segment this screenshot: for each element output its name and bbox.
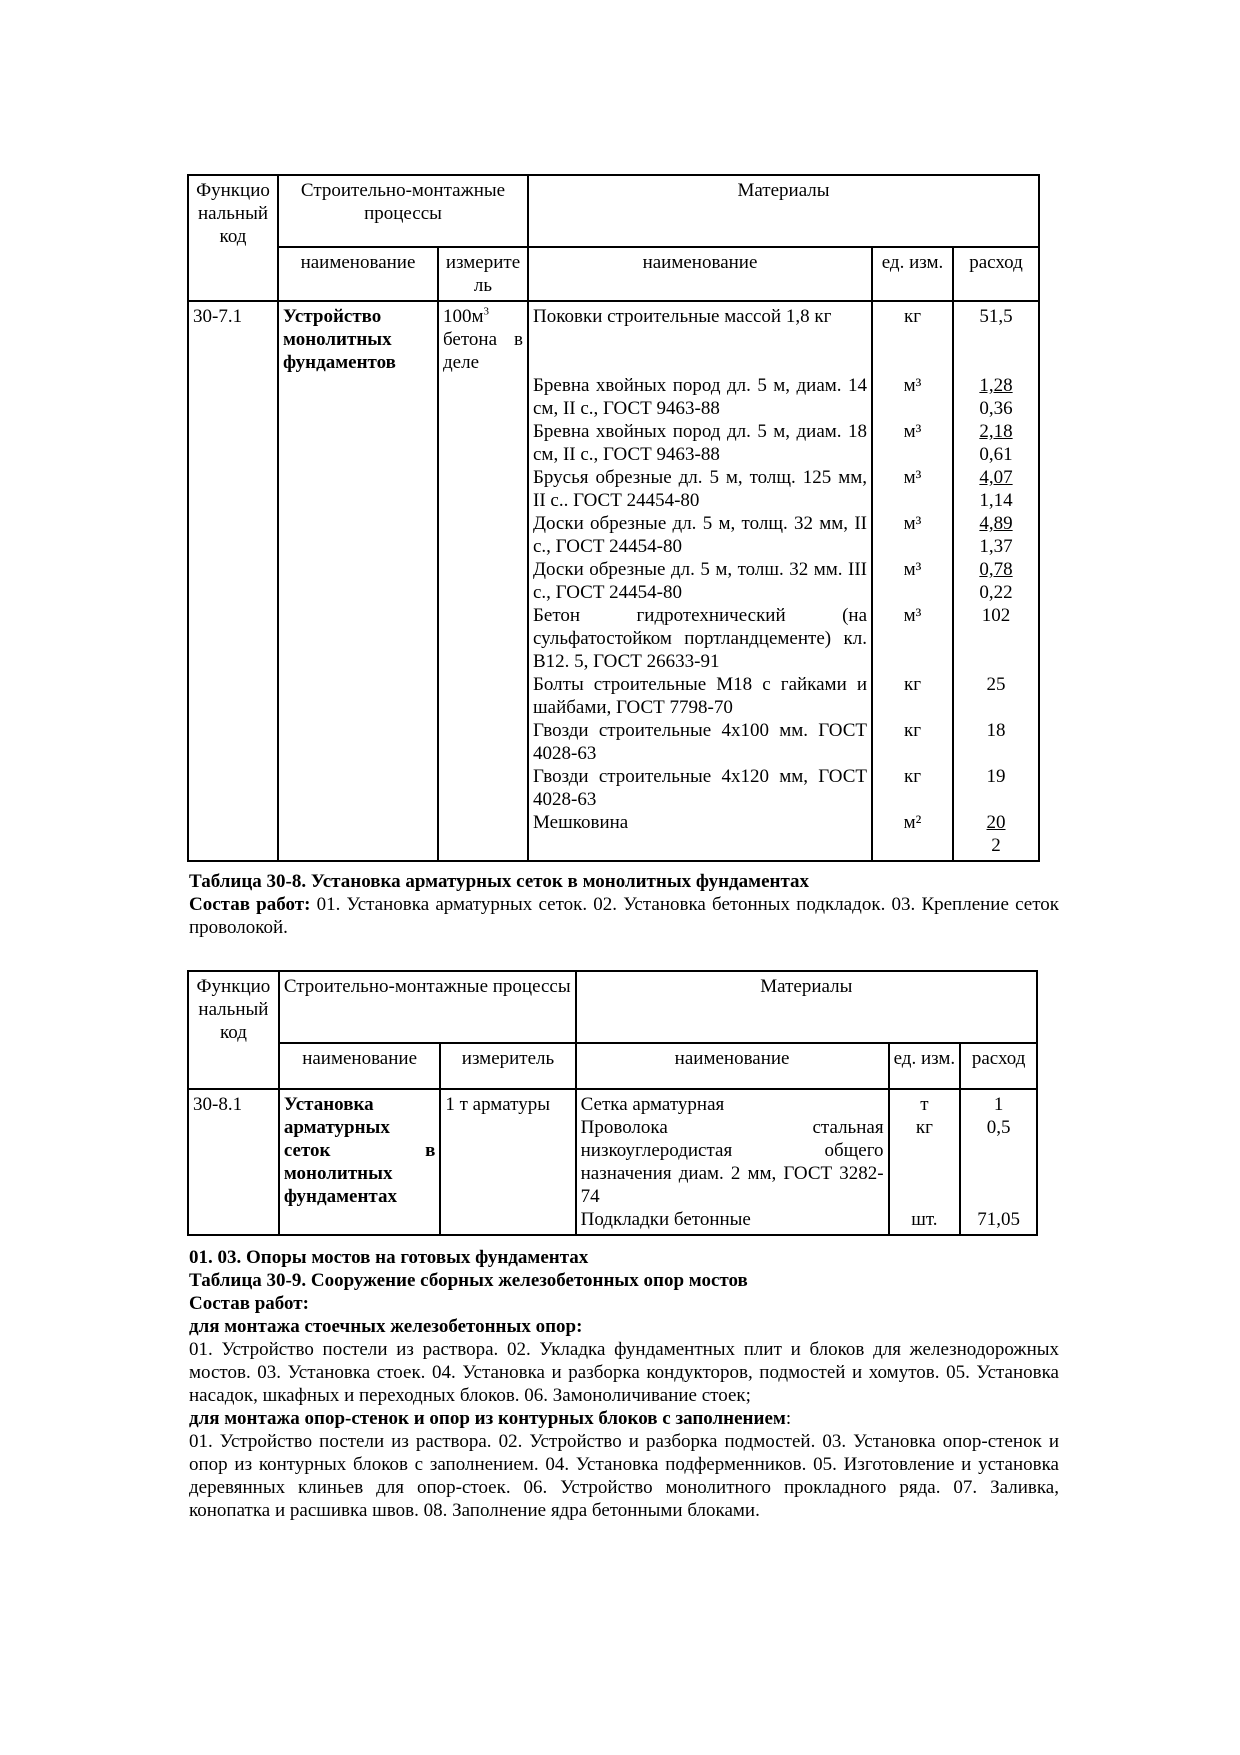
material-unit: м³ [903, 467, 922, 488]
material-rate-value: 1 [993, 1094, 1004, 1115]
process-meter: $100м^3$ бетона в деле [438, 301, 528, 861]
material-rate-secondary: 1,14 [979, 490, 1013, 511]
material-rate-value: 0,5 [986, 1117, 1011, 1138]
header-meter: измеритель [440, 1043, 575, 1089]
material-names [528, 301, 872, 861]
material-name: Бревна хвойных пород дл. 5 м, диам. 14 см, II с., ГОСТ 9463-88 [533, 375, 867, 419]
process-meter: 1 т арматуры [440, 1089, 575, 1235]
header-processes: Строительно-монтажные процессы [278, 175, 528, 247]
header-unit: ед. изм. [872, 247, 953, 301]
process-name: Установка арматурных сеток в монолитных фундаментах [279, 1089, 441, 1235]
materials-table-30-8 [187, 970, 1038, 1236]
materials-table-30-7 [187, 174, 1040, 862]
header-materials: Материалы [576, 971, 1037, 1043]
header-material-name: наименование [576, 1043, 889, 1089]
material-unit: кг [915, 1117, 933, 1138]
material-rate [958, 765, 1034, 811]
material-rate-value: 19 [986, 766, 1006, 787]
material-rate-value: 102 [981, 605, 1011, 626]
material-unit: т [920, 1094, 929, 1115]
material-rate-secondary: 0,22 [979, 582, 1013, 603]
material-rate-value: 1,28 [979, 375, 1013, 396]
material-rate [965, 1208, 1032, 1231]
section-30-9 [189, 1246, 1059, 1522]
subheading-columns: для монтажа стоечных железобетонных опор: [189, 1316, 583, 1337]
material-names [576, 1089, 889, 1235]
material-rate-secondary: 0,36 [979, 398, 1013, 419]
material-rate-value: 25 [986, 674, 1006, 695]
material-name: Проволока стальная низкоуглеродистая общего назначения диам. 2 мм, ГОСТ 3282-74 [580, 1117, 884, 1207]
material-rate [958, 673, 1034, 719]
material-rate-secondary: 1,37 [979, 536, 1013, 557]
material-units [889, 1089, 961, 1235]
material-rate-value: 20 [986, 812, 1006, 833]
header-code: Функцио нальный код [188, 175, 278, 301]
material-name: Мешковина [533, 812, 629, 833]
section-heading: 01. 03. Опоры мостов на готовых фундаментах [189, 1247, 589, 1268]
material-name: Доски обрезные дл. 5 м, толш. 32 мм. III с., ГОСТ 24454-80 [533, 559, 867, 603]
material-rates [953, 301, 1039, 861]
material-rates [960, 1089, 1037, 1235]
function-code: 30-8.1 [188, 1089, 279, 1235]
material-unit: кг [903, 766, 922, 787]
material-rate [965, 1093, 1032, 1116]
material-unit: м³ [903, 513, 922, 534]
material-rate-value: 2,18 [979, 421, 1013, 442]
header-process-name: наименование [278, 247, 438, 301]
material-rate [958, 305, 1034, 374]
material-name: Подкладки бетонные [580, 1209, 751, 1230]
material-name: Сетка арматурная [580, 1094, 725, 1115]
material-rate [958, 466, 1034, 512]
material-unit: кг [903, 674, 922, 695]
material-rate-secondary: 2 [991, 835, 1001, 856]
works-composition-30-8: Состав работ: 01. Установка арматурных сеток. 02. Установка бетонных подкладок. 03. Крепление сеток проволокой. [189, 894, 1059, 938]
material-unit: кг [903, 306, 922, 327]
section-30-8 [189, 870, 1059, 939]
material-rate [958, 558, 1034, 604]
material-rate-value: 4,07 [979, 467, 1013, 488]
works-text-columns: 01. Устройство постели из раствора. 02. Укладка фундаментных плит и блоков для железнодорожных мостов. 03. Установка стоек. 04. Установка и разборка кондукторов, подмостей и хомутов. 05. Установка насадок, шкафных и переходных блоков. 06. Замоноличивание стоек; [189, 1339, 1059, 1406]
material-rate [958, 604, 1034, 673]
material-rate-secondary: 0,61 [979, 444, 1013, 465]
material-name: Доски обрезные дл. 5 м, толщ. 32 мм, II с., ГОСТ 24454-80 [533, 513, 867, 557]
material-rate [965, 1116, 1032, 1208]
material-rate-value: 51,5 [979, 306, 1013, 327]
works-text-walls: 01. Устройство постели из раствора. 02. Устройство и разборка подмостей. 03. Установка опор-стенок и опор из контурных блоков с заполнением. 04. Установка подферменников. 05. Изготовление и установка деревянных клиньев для опор-стоек. 06. Устройство монолитного прокладного ряда. 07. Заливка, конопатка и расшивка швов. 08. Заполнение ядра бетонными блоками. [189, 1431, 1059, 1521]
material-rate [958, 719, 1034, 765]
material-rate [958, 512, 1034, 558]
material-rate [958, 811, 1034, 857]
material-units [872, 301, 953, 861]
table-title-30-9: Таблица 30-9. Сооружение сборных железобетонных опор мостов [189, 1270, 748, 1291]
header-materials: Материалы [528, 175, 1039, 247]
material-name: Гвозди строительные 4х100 мм. ГОСТ 4028-63 [533, 720, 867, 764]
material-rate-value: 18 [986, 720, 1006, 741]
header-code: Функцио нальный код [188, 971, 279, 1089]
process-name: Устройство монолитных фундаментов [278, 301, 438, 861]
material-name: Бетон гидротехнический (на сульфатостойком портландцементе) кл. В12. 5, ГОСТ 26633-91 [533, 605, 867, 672]
material-name: Брусья обрезные дл. 5 м, толщ. 125 мм, II с.. ГОСТ 24454-80 [533, 467, 867, 511]
material-rate [958, 374, 1034, 420]
subheading-walls: для монтажа опор-стенок и опор из контурных блоков с заполнением: [189, 1408, 792, 1429]
function-code: 30-7.1 [188, 301, 278, 861]
material-unit: м³ [903, 605, 922, 626]
material-unit: шт. [911, 1209, 938, 1230]
material-unit: м² [903, 812, 922, 833]
material-unit: м³ [903, 375, 922, 396]
header-rate: расход [953, 247, 1039, 301]
table-title-30-8: Таблица 30-8. Установка арматурных сеток в монолитных фундаментах [189, 871, 810, 892]
works-label: Состав работ: [189, 1293, 309, 1314]
header-process-name: наименование [279, 1043, 441, 1089]
header-rate: расход [960, 1043, 1037, 1089]
material-rate [958, 420, 1034, 466]
material-rate-value: 4,89 [979, 513, 1013, 534]
material-name: Гвозди строительные 4х120 мм, ГОСТ 4028-63 [533, 766, 867, 810]
material-unit: кг [903, 720, 922, 741]
header-processes: Строительно-монтажные процессы [279, 971, 576, 1043]
material-name: Поковки строительные массой 1,8 кг [533, 306, 832, 327]
material-name: Бревна хвойных пород дл. 5 м, диам. 18 см, II с., ГОСТ 9463-88 [533, 421, 867, 465]
material-name: Болты строительные М18 с гайками и шайбами, ГОСТ 7798-70 [533, 674, 867, 718]
header-meter: измерите ль [438, 247, 528, 301]
material-rate-value: 0,78 [979, 559, 1013, 580]
material-unit: м³ [903, 421, 922, 442]
material-unit: м³ [903, 559, 922, 580]
header-material-name: наименование [528, 247, 872, 301]
header-unit: ед. изм. [889, 1043, 961, 1089]
material-rate-value: 71,05 [977, 1209, 1020, 1230]
